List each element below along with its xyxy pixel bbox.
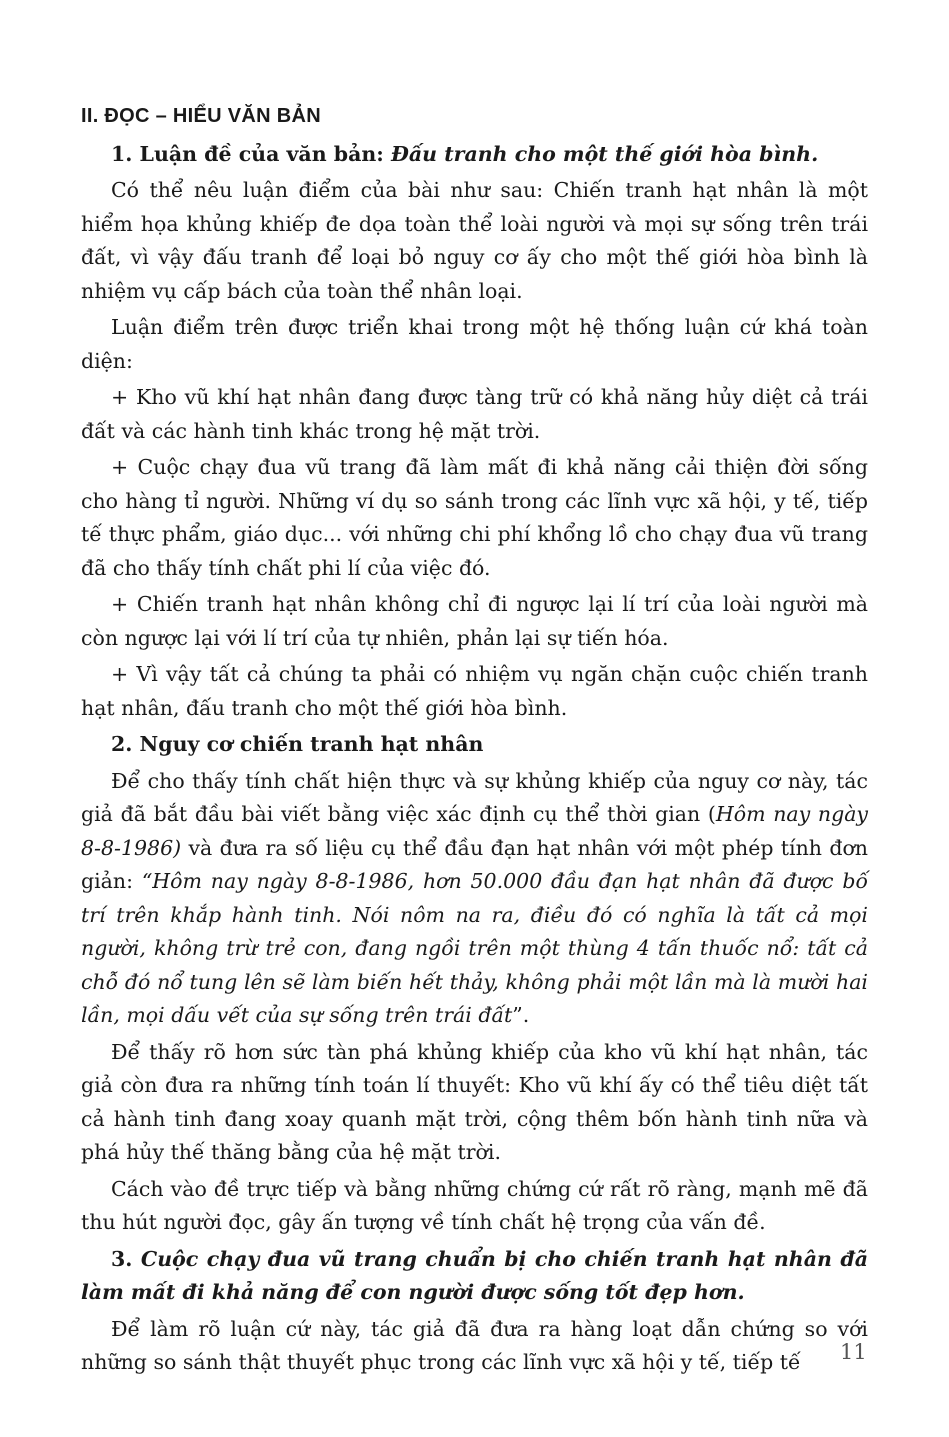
paragraph-evidence: Để làm rõ luận cứ này, tác giả đã đưa ra hàng loạt dẫn chứng so với những so sánh thật thuyết phục trong các lĩnh vực xã hội y tế, tiếp tế: [81, 1316, 868, 1374]
paragraph-intro-list: Luận điểm trên được triển khai trong một hệ thống luận cứ khá toàn diện:: [81, 315, 868, 373]
text-span: ”.: [512, 1003, 530, 1027]
page-content: [81, 100, 868, 1383]
subheading-3-title: Cuộc chạy đua vũ trang chuẩn bị cho chiến tranh hạt nhân đã làm mất đi khả năng để con người được sống tốt đẹp hơn.: [81, 1246, 868, 1304]
text-span: Để cho thấy tính chất hiện thực và sự khủng khiếp của nguy cơ này, tác giả đã bắt đầu bài viết bằng việc xác định cụ thể thời gian (: [81, 768, 868, 826]
bullet-item: + Chiến tranh hạt nhân không chỉ đi ngược lại lí trí của loài người mà còn ngược lại với lí trí của tự nhiên, phản lại sự tiến hóa.: [81, 592, 868, 650]
subheading-3-number: 3.: [111, 1246, 141, 1271]
subheading-2: 2. Nguy cơ chiến tranh hạt nhân: [111, 732, 484, 756]
italic-span: Hôm nay ngày 8-8-1986): [81, 802, 868, 860]
bullet-item: + Vì vậy tất cả chúng ta phải có nhiệm vụ ngăn chặn cuộc chiến tranh hạt nhân, đấu tranh cho một thế giới hòa bình.: [81, 662, 868, 720]
quote-span: “Hôm nay ngày 8-8-1986, hơn 50.000 đầu đạn hạt nhân đã được bố trí trên khắp hành tinh. Nói nôm na ra, điều đó có nghĩa là tất cả mọi người, không trừ trẻ con, đang ngồi trên một thùng 4 tấn thuốc nổ: tất cả chỗ đó nổ tung lên sẽ làm biến hết thảy, không phải một lần mà là mười hai lần, mọi dấu vết của sự sống trên trái đất: [81, 869, 868, 1027]
thesis-lead: 1. Luận đề của văn bản:: [111, 141, 391, 166]
text-span: và đưa ra số liệu cụ thể đầu đạn hạt nhân với một phép tính đơn giản:: [81, 835, 868, 893]
bullet-item: + Cuộc chạy đua vũ trang đã làm mất đi khả năng cải thiện đời sống cho hàng tỉ người. Những ví dụ so sánh trong các lĩnh vực xã hội, y tế, tiếp tế thực phẩm, giáo dục... với những chi phí khổng lồ cho chạy đua vũ trang đã cho thấy tính chất phi lí của việc đó.: [81, 455, 868, 580]
thesis-paragraph: [81, 138, 868, 172]
section-heading: II. ĐỌC – HIỂU VĂN BẢN: [81, 105, 321, 127]
page-number: 11: [840, 1340, 867, 1364]
thesis-title: Đấu tranh cho một thế giới hòa bình.: [390, 141, 819, 166]
subheading-3: [81, 1243, 868, 1310]
paragraph-argument: Có thể nêu luận điểm của bài như sau: Chiến tranh hạt nhân là một hiểm họa khủng khiếp đe dọa toàn thể loài người và mọi sự sống trên trái đất, vì vậy đấu tranh để loại bỏ nguy cơ ấy cho một thế giới hòa bình là nhiệm vụ cấp bách của toàn thể nhân loại.: [81, 178, 868, 303]
paragraph-destruction: Để thấy rõ hơn sức tàn phá khủng khiếp của kho vũ khí hạt nhân, tác giả còn đưa ra những tính toán lí thuyết: Kho vũ khí ấy có thể tiêu diệt tất cả hành tinh đang xoay quanh mặt trời, cộng thêm bốn hành tinh nữa và phá hủy thế thăng bằng của hệ mặt trời.: [81, 1039, 868, 1164]
paragraph-approach: Cách vào đề trực tiếp và bằng những chứng cứ rất rõ ràng, mạnh mẽ đã thu hút người đọc, gây ấn tượng về tính chất hệ trọng của vấn đề.: [81, 1176, 868, 1234]
paragraph-nuclear-risk: [81, 765, 868, 1033]
bullet-item: + Kho vũ khí hạt nhân đang được tàng trữ có khả năng hủy diệt cả trái đất và các hành tinh khác trong hệ mặt trời.: [81, 385, 868, 443]
